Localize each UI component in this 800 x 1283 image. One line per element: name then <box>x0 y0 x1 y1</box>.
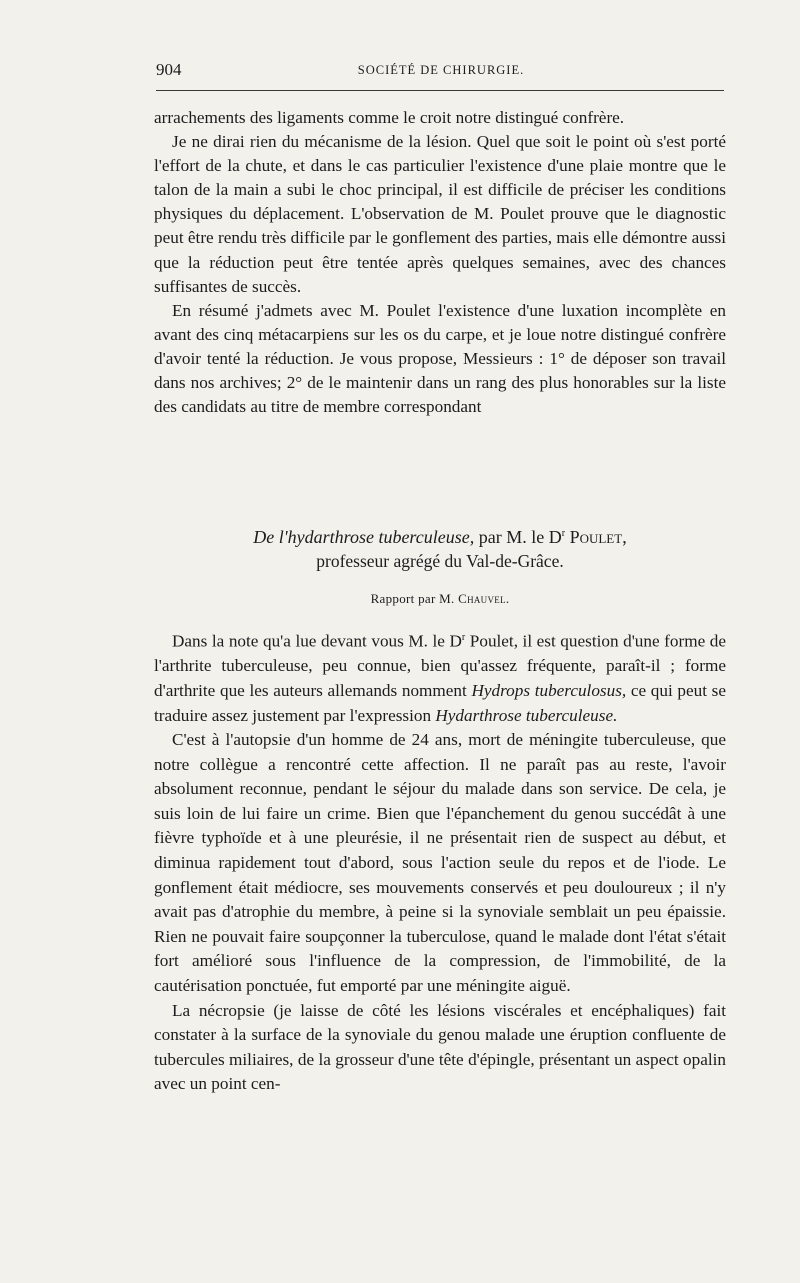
text-run: Poulet, il est question d'une forme de l'arthrite tuberculeuse, peu connue, bien qu'assez fréquente, paraît-il ; forme d'arthrite que les auteurs allemands nomment <box>154 631 726 700</box>
page-number: 904 <box>156 60 182 79</box>
rapport-line <box>154 591 726 607</box>
article-body <box>154 626 726 1097</box>
header-rule <box>156 90 724 91</box>
report-conclusion <box>154 106 726 419</box>
title-italic: De l'hydarthrose tuberculeuse, <box>253 527 475 547</box>
title-by: par M. le D <box>474 527 562 547</box>
paragraph <box>154 626 726 728</box>
rapport-author: Chauvel. <box>458 591 510 606</box>
sup-r: r <box>461 632 466 643</box>
text-run: ce qui peut se traduire assez justement par l'expression <box>154 680 726 725</box>
title-author: Poulet, <box>565 527 627 547</box>
article-title <box>154 522 726 549</box>
article-heading <box>154 522 726 607</box>
article-subtitle: professeur agrégé du Val-de-Grâce. <box>316 551 564 571</box>
title-sup: r <box>561 528 566 539</box>
paragraph: La nécropsie (je laisse de côté les lésions viscérales et encéphaliques) fait constater à la surface de la synoviale du genou malade une éruption confluente de tubercules miliaires, de la grosseur d'une tête d'épingle, présentant un aspect opalin avec un point cen- <box>154 1000 726 1094</box>
paragraph: Je ne dirai rien du mécanisme de la lésion. Quel que soit le point où s'est porté l'effort de la chute, et dans le cas particulier l'existence d'une plaie montre que le talon de la main a subi le choc principal, il est difficile de préciser les conditions physiques du déplacement. L'observation de M. Poulet prouve que le diagnostic peut être rendu très difficile par le gonflement des parties, mais elle démontre aussi que la réduction peut être tentée après quelques semaines, avec des chances suffisantes de succès. <box>154 132 726 296</box>
paragraph: En résumé j'admets avec M. Poulet l'existence d'une luxation incomplète en avant des cinq métacarpiens sur les os du carpe, et je loue notre distingué confrère d'avoir tenté la réduction. Je vous propose, Messieurs : 1° de déposer son travail dans nos archives; 2° de le maintenir dans un rang des plus honorables sur la liste des candidats au titre de membre correspondant <box>154 300 726 417</box>
text-run: Dans la note qu'a lue devant vous M. le D <box>172 631 462 651</box>
italic-term: Hydarthrose tuberculeuse. <box>435 705 618 725</box>
rapport-prefix: Rapport par M. <box>370 591 459 606</box>
page-header <box>156 60 726 84</box>
paragraph: C'est à l'autopsie d'un homme de 24 ans, mort de méningite tuberculeuse, que notre collègue a rencontré cette affection. Il ne paraît pas au reste, l'avoir absolument reconnue, pendant le séjour du malade dans son service. De cela, je suis loin de lui faire un crime. Bien que l'épanchement du genou succédât à une fièvre typhoïde et à une pleurésie, il ne présentait rien de suspect au début, et diminua rapidement tout d'abord, sous l'action seule du repos et de l'iode. Le gonflement était médiocre, ses mouvements conservés et peu douloureux ; il n'y avait pas d'atrophie du membre, à peine si la synoviale semblait un peu épaissie. Rien ne pouvait faire soupçonner la tuberculose, quand le malade dont l'état s'était fort amélioré sous l'influence de la compression, de l'immobilité, de la cautérisation ponctuée, fut emporté par une méningite aiguë. <box>154 730 726 996</box>
italic-term: Hydrops tuberculosus, <box>471 680 627 700</box>
running-head: SOCIÉTÉ DE CHIRURGIE. <box>357 63 525 77</box>
paragraph: arrachements des ligaments comme le croit notre distingué confrère. <box>154 108 625 127</box>
